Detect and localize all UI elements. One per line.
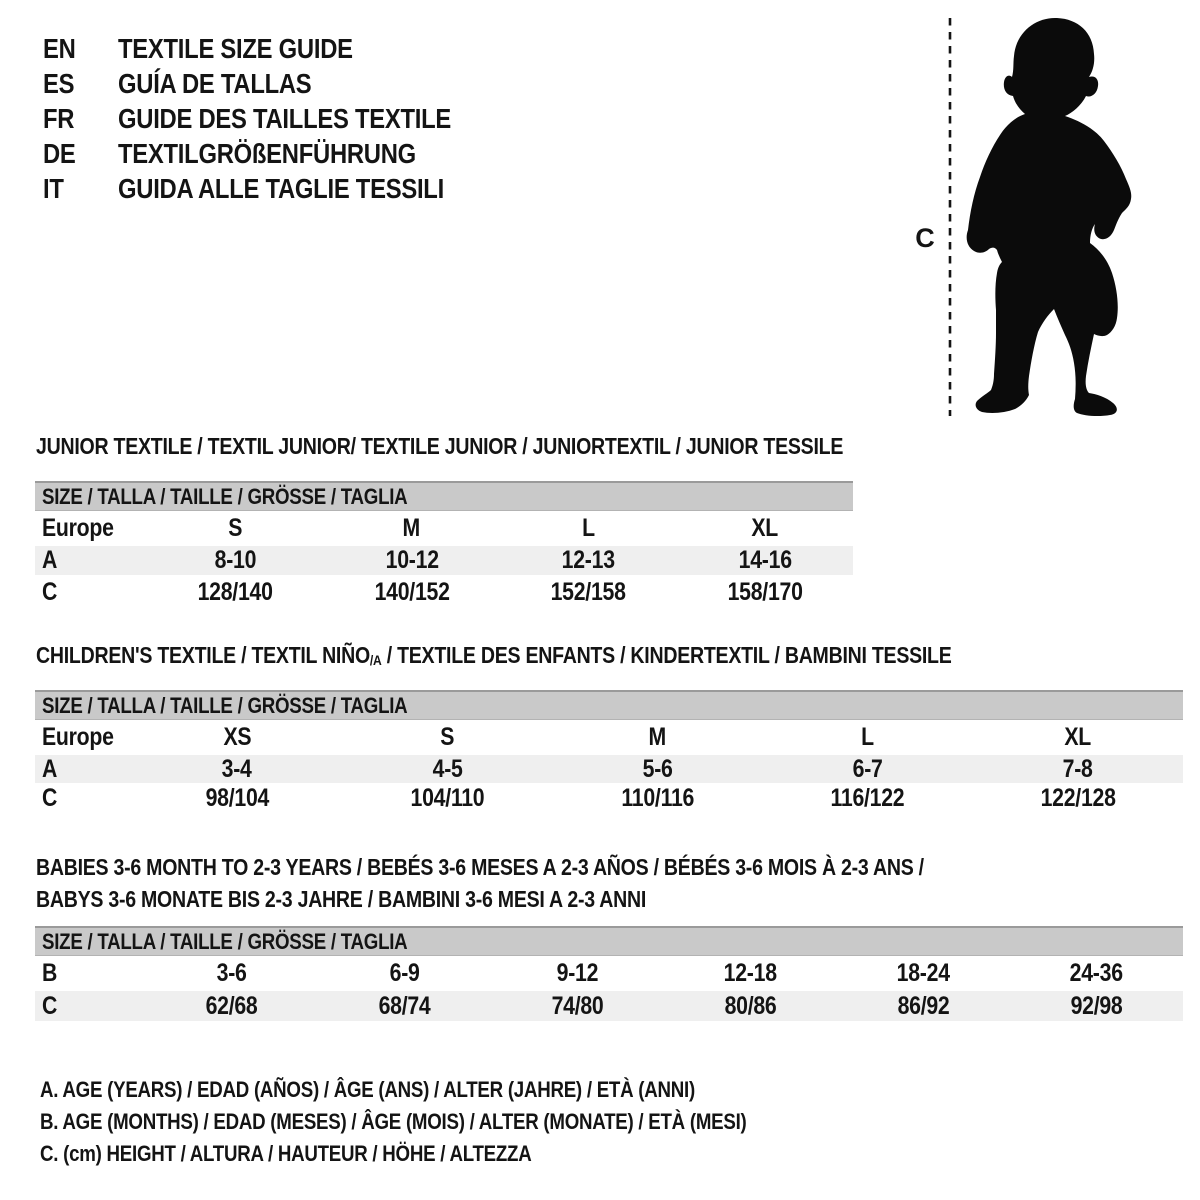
section-title-junior: JUNIOR TEXTILE / TEXTIL JUNIOR/ TEXTILE JUNIOR / JUNIORTEXTIL / JUNIOR TESSILE bbox=[36, 433, 844, 459]
row-label: A bbox=[42, 546, 58, 574]
height-value: 92/98 bbox=[1070, 991, 1123, 1020]
footnote-height-cm: C. (cm) HEIGHT / ALTURA / HAUTEUR / HÖHE / ALTEZZA bbox=[40, 1141, 532, 1166]
babies-size-table bbox=[35, 926, 1183, 1021]
table-row-age bbox=[35, 755, 1183, 783]
height-value: 104/110 bbox=[410, 783, 485, 812]
guide-title-de: TEXTILGRÖßENFÜHRUNG bbox=[118, 137, 416, 169]
size-value: S bbox=[440, 723, 455, 751]
guide-title-it: GUIDA ALLE TAGLIE TESSILI bbox=[118, 172, 444, 204]
guide-title-fr: GUIDE DES TAILLES TEXTILE bbox=[118, 102, 452, 134]
size-value: L bbox=[581, 514, 595, 542]
row-label: C bbox=[42, 991, 58, 1020]
section-title-babies-line1: BABIES 3-6 MONTH TO 2-3 YEARS / BEBÉS 3-6 MESES A 2-3 AÑOS / BÉBÉS 3-6 MOIS À 2-3 ANS / bbox=[36, 854, 924, 880]
language-code: FR bbox=[43, 102, 75, 134]
height-value: 128/140 bbox=[197, 578, 273, 606]
height-value: 74/80 bbox=[551, 991, 604, 1020]
title-subscript: /A bbox=[369, 653, 382, 669]
age-value: 7-8 bbox=[1062, 754, 1093, 783]
footnotes bbox=[40, 1074, 871, 1170]
row-label: Europe bbox=[42, 723, 114, 751]
footnote-age-months: B. AGE (MONTHS) / EDAD (MESES) / ÂGE (MOIS) / ALTER (MONATE) / ETÀ (MESI) bbox=[40, 1109, 747, 1134]
height-measure-label: C bbox=[915, 223, 935, 253]
measurement-figure bbox=[890, 8, 1190, 423]
section-title-babies-line2: BABYS 3-6 MONATE BIS 2-3 JAHRE / BAMBINI 3-6 MESI A 2-3 ANNI bbox=[36, 886, 647, 912]
months-value: 18-24 bbox=[896, 959, 951, 987]
junior-size-table bbox=[35, 481, 853, 610]
height-value: 80/86 bbox=[724, 991, 777, 1020]
table-row-height bbox=[35, 575, 853, 610]
row-label: C bbox=[42, 578, 58, 606]
language-code: DE bbox=[43, 137, 76, 169]
row-label: B bbox=[42, 959, 58, 987]
height-value: 86/92 bbox=[897, 991, 950, 1020]
size-header-bar bbox=[35, 690, 1183, 720]
row-label: Europe bbox=[42, 514, 114, 542]
size-header-label: SIZE / TALLA / TAILLE / GRÖSSE / TAGLIA bbox=[42, 483, 408, 509]
age-value: 12-13 bbox=[561, 546, 615, 574]
language-code: EN bbox=[43, 32, 76, 64]
age-value: 3-4 bbox=[222, 754, 253, 783]
months-value: 12-18 bbox=[723, 959, 778, 987]
height-value: 158/170 bbox=[727, 578, 803, 606]
age-value: 8-10 bbox=[214, 546, 257, 574]
size-header-label: SIZE / TALLA / TAILLE / GRÖSSE / TAGLIA bbox=[42, 928, 408, 954]
table-row-height bbox=[35, 991, 1183, 1021]
age-value: 14-16 bbox=[738, 546, 792, 574]
table-row-europe bbox=[35, 720, 1183, 755]
language-row-es bbox=[43, 66, 510, 101]
height-value: 68/74 bbox=[378, 991, 431, 1020]
size-value: S bbox=[228, 514, 243, 542]
size-value: XL bbox=[1064, 723, 1092, 751]
table-row-months bbox=[35, 956, 1183, 991]
row-label: A bbox=[42, 754, 58, 783]
size-value: XS bbox=[223, 723, 252, 751]
age-value: 10-12 bbox=[385, 546, 439, 574]
language-code: IT bbox=[43, 172, 64, 204]
table-row-height bbox=[35, 783, 1183, 813]
toddler-silhouette-icon bbox=[967, 18, 1132, 416]
height-value: 152/158 bbox=[550, 578, 626, 606]
language-header bbox=[43, 31, 510, 206]
months-value: 3-6 bbox=[216, 959, 247, 987]
row-label: C bbox=[42, 783, 58, 812]
table-row-age bbox=[35, 546, 853, 575]
children-size-table bbox=[35, 690, 1183, 813]
months-value: 24-36 bbox=[1069, 959, 1124, 987]
months-value: 6-9 bbox=[389, 959, 420, 987]
table-row-europe bbox=[35, 511, 853, 546]
size-value: L bbox=[861, 723, 875, 751]
height-value: 122/128 bbox=[1040, 783, 1116, 812]
size-value: XL bbox=[751, 514, 779, 542]
size-header-label: SIZE / TALLA / TAILLE / GRÖSSE / TAGLIA bbox=[42, 692, 408, 718]
language-row-it bbox=[43, 171, 510, 206]
guide-title-en: TEXTILE SIZE GUIDE bbox=[118, 32, 353, 64]
size-header-bar bbox=[35, 481, 853, 511]
height-value: 110/116 bbox=[621, 783, 694, 812]
height-value: 140/152 bbox=[374, 578, 450, 606]
language-row-de bbox=[43, 136, 510, 171]
language-code: ES bbox=[43, 67, 75, 99]
months-value: 9-12 bbox=[556, 959, 599, 987]
guide-title-es: GUÍA DE TALLAS bbox=[118, 67, 312, 99]
size-value: M bbox=[403, 514, 421, 542]
age-value: 5-6 bbox=[642, 754, 673, 783]
height-value: 62/68 bbox=[205, 991, 258, 1020]
section-title-children: CHILDREN'S TEXTILE / TEXTIL NIÑO/A / TEXTILE DES ENFANTS / KINDERTEXTIL / BAMBINI TESSILE bbox=[36, 642, 952, 669]
size-header-bar bbox=[35, 926, 1183, 956]
height-value: 116/122 bbox=[830, 783, 905, 812]
language-row-en bbox=[43, 31, 510, 66]
footnote-age-years: A. AGE (YEARS) / EDAD (AÑOS) / ÂGE (ANS) / ALTER (JAHRE) / ETÀ (ANNI) bbox=[40, 1077, 695, 1102]
age-value: 6-7 bbox=[852, 754, 883, 783]
height-value: 98/104 bbox=[205, 783, 269, 812]
age-value: 4-5 bbox=[432, 754, 463, 783]
size-value: M bbox=[648, 723, 667, 751]
language-row-fr bbox=[43, 101, 510, 136]
